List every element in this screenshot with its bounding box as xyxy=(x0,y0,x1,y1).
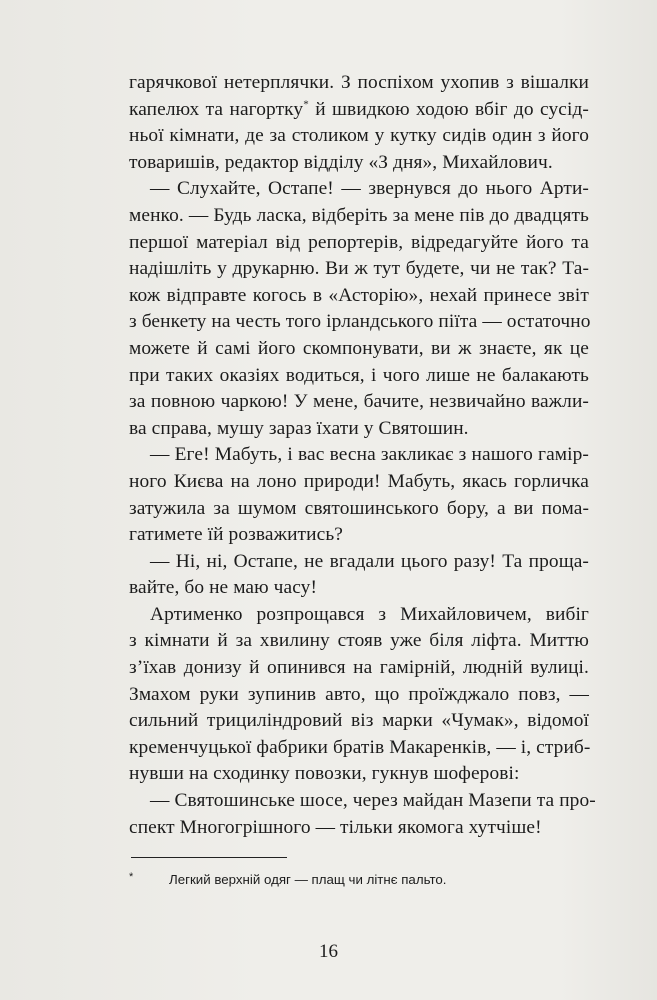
text-line xyxy=(129,97,589,124)
text-line xyxy=(129,442,589,469)
text-line-content: сильний трициліндровий віз марки «Чумак», відомої xyxy=(129,710,589,732)
text-line-content: з’їхав донизу й опинився на гамірній, людній вулиці. xyxy=(129,657,589,679)
text-line-content: за повною чаркою! У мене, бачите, незвичайно важли- xyxy=(129,391,589,413)
text-line xyxy=(129,70,589,97)
text-line-content: кременчуцької фабрики братів Макаренків, — і, стриб- xyxy=(129,736,591,758)
text-line xyxy=(129,176,589,203)
text-line xyxy=(129,522,589,549)
text-line-content: затужила за шумом святошинського бору, а ви пома- xyxy=(129,497,589,519)
text-line-content: нувши на сходинку повозки, гукнув шоферові: xyxy=(129,763,520,785)
text-line xyxy=(129,655,589,682)
text-line xyxy=(129,256,589,283)
text-line xyxy=(129,628,589,655)
text-line-content: можете й самі його скомпонувати, ви ж знаєте, як це xyxy=(129,337,589,359)
text-line-content: гарячкової нетерплячки. З поспіхом ухопив з вішалки xyxy=(129,72,589,93)
text-line xyxy=(129,416,589,443)
text-line-content: при таких оказіях водиться, і чого лише не балакають xyxy=(129,364,589,386)
text-line-content: ного Києва на лоно природи! Мабуть, якась горличка xyxy=(129,470,589,492)
text-line-content: Артименко розпрощався з Михайловичем, вибіг xyxy=(150,603,589,625)
text-line xyxy=(129,150,589,177)
text-line xyxy=(129,575,589,602)
text-line-content: капелюх та нагортку xyxy=(129,98,304,120)
text-line-content: першої матеріал від репортерів, відредагуйте його та xyxy=(129,231,589,253)
text-line-content-rest: й швидкою ходою вбіг до сусід- xyxy=(308,98,589,120)
footnote-reference: * xyxy=(303,98,309,111)
text-line-content: з кімнати й за хвилину стояв уже біля ліфта. Миттю xyxy=(129,630,589,652)
text-line-content: вайте, бо не маю часу! xyxy=(129,577,318,599)
text-line-content: менко. — Будь ласка, відберіть за мене пів до двадцять xyxy=(129,204,589,226)
footnote-mark: * xyxy=(129,871,134,883)
text-line xyxy=(129,735,589,762)
text-line-content: — Ні, ні, Остапе, не вгадали цього разу! Та проща- xyxy=(150,550,589,572)
text-line-content: ва справа, мушу зараз їхати у Святошин. xyxy=(129,417,469,439)
text-line-content: ньої кімнати, де за столиком у кутку сидів один з його xyxy=(129,125,589,147)
text-line xyxy=(129,469,589,496)
text-line xyxy=(129,496,589,523)
text-line xyxy=(129,602,589,629)
text-line-content: гатимете їй розважитись? xyxy=(129,524,343,546)
text-line xyxy=(129,230,589,257)
text-line-content: з бенкету на честь того ірландського піїта — остаточно xyxy=(129,311,591,333)
text-line-content: спект Многогрішного — тільки якомога хутчіше! xyxy=(129,816,542,838)
text-line-content: — Святошинське шосе, через майдан Мазепи та про- xyxy=(150,790,596,812)
text-line-content: надішліть у друкарню. Ви ж тут будете, чи не так? Та- xyxy=(129,258,589,280)
text-line xyxy=(129,549,589,576)
text-line xyxy=(129,203,589,230)
text-line-content: — Слухайте, Остапе! — звернувся до нього Арти- xyxy=(150,178,589,200)
text-line xyxy=(129,389,589,416)
text-line xyxy=(129,708,589,735)
body-text xyxy=(129,70,596,841)
footnote-text: Легкий верхній одяг — плащ чи літнє пальто. xyxy=(169,872,447,887)
text-line xyxy=(129,123,589,150)
text-line xyxy=(129,283,589,310)
text-line xyxy=(129,363,589,390)
page-number: 16 xyxy=(319,941,338,962)
text-line-content: кож відправте когось в «Асторію», нехай принесе звіт xyxy=(129,284,589,306)
text-line xyxy=(129,309,589,336)
text-line-content: товаришів, редактор відділу «З дня», Михайлович. xyxy=(129,151,553,173)
footnote-separator xyxy=(131,857,287,858)
text-line-content: — Еге! Мабуть, і вас весна закликає з нашого гамір- xyxy=(150,444,589,466)
text-line xyxy=(129,761,589,788)
text-line-content: Змахом руки зупинив авто, що проїжджало повз, — xyxy=(129,683,589,705)
text-line xyxy=(129,336,589,363)
text-line xyxy=(129,682,589,709)
text-line xyxy=(129,815,589,842)
text-line xyxy=(129,788,596,815)
